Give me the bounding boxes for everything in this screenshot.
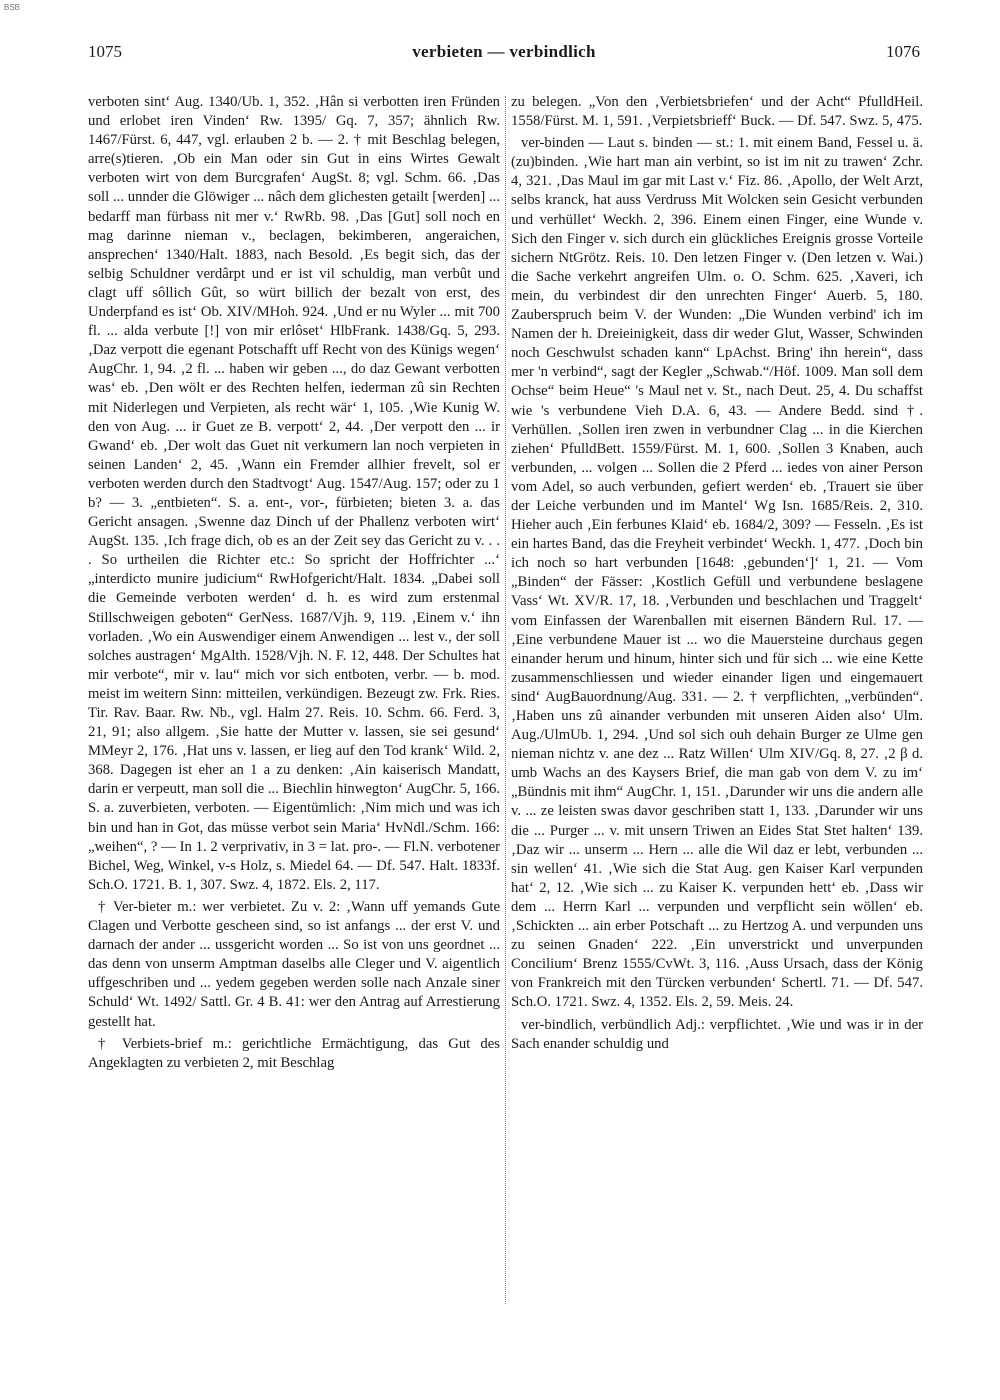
library-stamp: BSB [4, 3, 21, 12]
page-number-left: 1075 [88, 42, 122, 61]
page-header [88, 42, 920, 72]
entry-verbindlich: ver-bindlich, verbündlich Adj.: verpflichtet. ‚Wie und was ir in der Sach enander schuldig und [511, 1016, 923, 1052]
right-column [511, 93, 923, 1054]
column-divider [505, 96, 506, 1304]
entry-verbinden: ver-binden — Laut s. binden — st.: 1. mit einem Band, Fessel u. ä. (zu)binden. ‚Wie hart man ain verbint, so ist im nit zu trawen‘ Zchr. 4, 321. ‚Das Maul im gar mit Last v.‘ Fiz. 86. ‚Apollo, der Welt Arzt, selbs kranck, hat auss Verdruss Mit Wolcken sein Gesicht verbunden und verhüllet‘ Weckh. 2, 396. Einem einen Finger, eine Wunde v. Sich den Finger v. sich durch ein glückliches Ereignis grosse Vorteile sichern NtGrötz. Reis. 10. Den letzen Finger v. (Den letzen v. Wai.) die Sache verkehrt angreifen Ulm. o. O. Schm. 625. ‚Xaveri, ich mein, du verbindest dir den unrechten Finger‘ Auerb. 5, 180. Zauberspruch beim V. der Wunden: „Die Wunden verbind' ich im Namen der h. Dreieinigkeit, dass dir weder Glut, Wasser, Schwinden noch Geschwulst schaden kann“ LpAchst. Bring' ihn herein“, dass mer 'n verbind“, sagt der Kegler „Schwab.“/Höf. 1009. Man soll dem Ochse“ beim Heue“ 's Maul net v. St., nach Deut. 25, 4. Du schaffst wie 's verbundene Vieh D.A. 6, 43. — Andere Bedd. sind †. Verhüllen. ‚Sollen iren zwen in verbundner Clag ... in die Kierchen ziehen‘ PfulldBett. 1559/Fürst. M. 1, 600. ‚Sollen 3 Knaben, auch verbunden, ... volgen ... Sollen die 2 Pferd ... iedes von ainer Person vom Adel, so auch verbunden, gefiert werden‘ eb. ‚Trauert sie über der Leiche verbunden und im Mantel‘ Wg Isn. 1685/Reis. 2, 310. Hieher auch ‚Ein ferbunes Klaid‘ eb. 1684/2, 309? — Fesseln. ‚Es ist ein hartes Band, das die Freyheit verbindet‘ Weckh. 1, 477. ‚Doch bin ich noch so hart verbunden [1648: ‚gebunden‘]‘ 1, 21. — Vom „Binden“ der Fässer: ‚Kostlich Gefüll und verbundene beslagene Vass‘ Wt. XV/R. 17, 18. ‚Verbunden und beschlachen und Traggelt‘ vom Einfassen der Warenballen mit eisernen Bändern Rul. 17. — ‚Eine verbundene Mauer ist ... wo die Mauersteine durchaus gegen einander herum und hinum, hinter sich und für sich ... wie eine Kette zusammenschliessen und wieder einander ligen und eingemauert sind‘ AugBauordnung/Aug. 331. — 2. † verpflichten, „verbünden“. ‚Haben uns zû ainander verbunden mit unseren Aiden also‘ Ulm. Aug./UlmUb. 1, 294. ‚Und sol sich ouh dehain Burger ze Ulme gen nieman nichtz v. ane dez ... Ratz Willen‘ Ulm XIV/Gq. 8, 27. ‚2 β d. umb Wachs an des Kaysers Brief, die man gab von dem V. zu im‘ „Bündnis mit ihm“ AugChr. 1, 151. ‚Darunder wir uns die andern alle v. ... ze leisten swas davor geschriben statt 1, 133. ‚Darunder wir uns die ... Purger ... v. mit unsern Triwen an Eides Stat Stet halten‘ 139. ‚Daz wir ... unserm ... Hern ... alle die Wil daz er lebt, verbunden ... sin wellen‘ 41. ‚Wie sich die Stat Aug. gen Kaiser Karl verpunden hat‘ 2, 12. ‚Wie sich ... zu Kaiser K. verpunden hett‘ eb. ‚Dass wir dem ... Herrn Karl ... verpunden und verpflicht sein wöllen‘ eb. ‚Schickten ... ain erber Potschaft ... zu Hertzog A. und verpunden uns zu seinen Gnaden‘ 222. ‚Ein unverstrickt und unverpunden Concilium‘ Brenz 1555/CvWt. 3, 116. ‚Auss Ursach, dass der König von Frankreich mit den Türcken verbunden‘ Schertl. 71. — Df. 547. Sch.O. 1721. Swz. 4, 1352. Els. 2, 59. Meis. 24. [511, 135, 923, 1011]
entry-verbietsbrief-continued: zu belegen. „Von den ‚Verbietsbriefen‘ und der Acht“ PfulldHeil. 1558/Fürst. M. 1, 591. ‚Verpietsbrieff‘ Buck. — Df. 547. Swz. 5, 475. [511, 94, 923, 130]
page-number-right: 1076 [886, 42, 920, 61]
entry-verbieter: † Ver-bieter m.: wer verbietet. Zu v. 2: ‚Wann uff yemands Gute Clagen und Verbotte gescheen sind, so ist anfangs ... der erst V. und darnach der ander ... ussgericht worden ... So ist von uns geordnet ... das denn von unserm Amptman daselbs alle Cleger und V. aigentlich uffgeschriben und ... yedem gegeben werden solle nach Anzale siner Schuld‘ Wt. 1492/ Sattl. Gr. 4 B. 41: wer den Antrag auf Arrestierung gestellt hat. [88, 898, 500, 1030]
entry-verbieten-continued: verboten sint‘ Aug. 1340/Ub. 1, 352. ‚Hân si verbotten iren Fründen und erlobet iren Vinden‘ Rw. 1395/ Gq. 7, 357; ähnlich Rw. 1467/Fürst. 6, 447, vgl. erlauben 2 b. — 2. † mit Beschlag belegen, arre(s)tieren. ‚Ob ein Man oder sin Gut in eins Wirtes Gewalt verboten wirt von dem Burcgrafen‘ AugSt. 8; vgl. Schm. 66. ‚Das soll ... unnder die Glöwiger ... nâch dem glichesten getailt [werden] ... bedarff man fürbass nit mer v.‘ RwRb. 98. ‚Das [Gut] soll noch en mag darinne nieman v., beclagen, bekimberen, angeraichen, ansprechen‘ 1340/Halt. 1883, nach Besold. ‚Es begit sich, das der selbig Schuldner verdârpt und er ist vil schuldig, man verbût und clagt uff sôllich Gût, so würt billich der bezalt von erst, des Underpfand es ist‘ Ob. XIV/MHoh. 924. ‚Und er nu Wyler ... mit 700 fl. ... alda verbute [!] von mir erlôset‘ HlbFrank. 1438/Gq. 5, 293. ‚Daz verpott die egenant Potschafft uff Recht von des Künigs wegen‘ AugChr. 1, 94. ‚2 fl. ... haben wir geben ..., do daz Gewant verbotten was‘ eb. ‚Den wölt er des Rechten helfen, iederman zû sin Rechten mit Niderlegen und Verpieten, als recht wär‘ 1, 105. ‚Wie Kunig W. den von Aug. ... ir Guet ze B. verpott‘ 2, 44. ‚Der verpott den ... ir Gwand‘ eb. ‚Der wolt das Guet nit verkumern lan noch verpieten in seinen Landen‘ 2, 45. ‚Wann ein Fremder allhier frevelt, sol er verboten werden durch den Stadtvogt‘ Aug. 1547/Aug. 157; oder zu 1 b? — 3. „entbieten“. S. a. ent-, vor-, fürbieten; bieten 3. a. das Gericht ansagen. ‚Swenne daz Dinch uf der Phallenz verboten wirt‘ AugSt. 135. ‚Ich frage dich, ob es an der Zeit sey das Gericht zu v. . . . So urtheilen die Richter etc.: So spricht der Hoffrichter ...‘ „interdicto munire judicium“ RwHofgericht/Halt. 1834. „Dabei soll die Gemeinde verboten werden‘ d. h. es wird zum erstenmal Stillschweigen geboten“ GerNess. 1687/Vjh. 9, 119. ‚Einem v.‘ ihn vorladen. ‚Wo ein Auswendiger einem Anwendigen ... lest v., der soll solches austragen‘ MgAlth. 1528/Vjh. N. F. 12, 448. Der Schultes hat mir verbote“, mir v. lau“ mich vor sich entboten, verbr. — b. mod. meist im weitern Sinn: mitteilen, verkündigen. Bezeugt zw. Frk. Ries. Tir. Rav. Baar. Rw. Nb., vgl. Halm 27. Reis. 10. Schm. 66. Ferd. 3, 21, 91; also allgem. ‚Sie hatte der Mutter v. lassen, sie sei gesund‘ MMeyr 2, 176. ‚Hat uns v. lassen, er lieg auf den Tod krank‘ Wild. 2, 368. Dagegen ist eher an 1 a zu denken: ‚Ain kaiserisch Mandatt, darin er verpeutt, man soll die ... Biechlin hinwegton‘ AugChr. 5, 166. S. a. zuverbieten, verboten. — Eigentümlich: ‚Nim mich und was ich bin und han in Got, das müsse verbot sein Maria‘ HvNdl./Schm. 166: „weihen“, ? — In 1. 2 verprivativ, in 3 = lat. pro-. — Fl.N. verbotener Bichel, Weg, Winkel, v-s Holz, s. Miedel 64. — Df. 547. Halt. 1833f. Sch.O. 1721. B. 1, 307. Swz. 4, 1872. Els. 2, 117. [88, 94, 500, 893]
left-column [88, 93, 500, 1073]
entry-verbietsbrief: † Verbiets-brief m.: gerichtliche Ermächtigung, das Gut des Angeklagten zu verbieten 2, mit Beschlag [88, 1035, 500, 1071]
running-title: verbieten — verbindlich [412, 42, 596, 61]
